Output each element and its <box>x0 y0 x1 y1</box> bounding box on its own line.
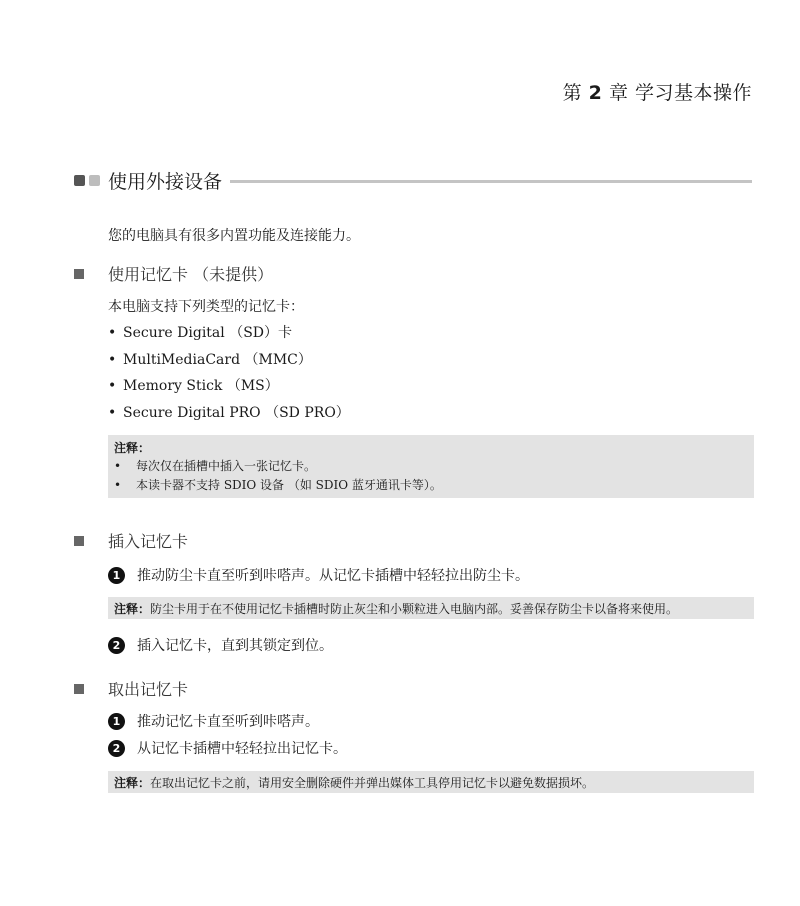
insert-step-1 <box>108 565 529 585</box>
chapter-number: 2 <box>588 82 603 104</box>
remove-step-1 <box>108 711 319 731</box>
section-header <box>74 166 752 194</box>
note-label: 注释： <box>114 775 151 790</box>
section-rule <box>230 180 752 183</box>
memory-card-note <box>108 435 754 498</box>
step-number-icon: 1 <box>108 713 125 730</box>
step-text: 插入记忆卡，直到其锁定到位。 <box>137 638 333 654</box>
list-item: • 本读卡器不支持 SDIO 设备 （如 SDIO 蓝牙通讯卡等）。 <box>114 476 442 495</box>
subsection-square-icon <box>74 269 84 279</box>
chapter-title: 章 学习基本操作 <box>608 82 752 104</box>
subsection-square-icon <box>74 536 84 546</box>
step-number-icon: 2 <box>108 740 125 757</box>
subsection-square-icon <box>74 684 84 694</box>
list-item: • Memory Stick （MS） <box>108 378 279 394</box>
subsection-title: 取出记忆卡 <box>108 680 189 699</box>
chapter-heading <box>563 78 752 105</box>
memory-card-lead: 本电脑支持下列类型的记忆卡： <box>108 299 304 315</box>
list-item: • MultiMediaCard （MMC） <box>108 351 312 368</box>
insert-note <box>108 597 754 619</box>
subsection-title: 使用记忆卡 （未提供） <box>108 265 274 284</box>
subsection-remove <box>74 677 188 700</box>
chapter-prefix: 第 <box>562 82 583 104</box>
note-text: 防尘卡用于在不使用记忆卡插槽时防止灰尘和小颗粒进入电脑内部。妥善保存防尘卡以备将来使用。 <box>150 601 679 616</box>
bullet-icon: • <box>114 478 122 492</box>
bullet-icon: • <box>108 351 117 368</box>
list-item: • Secure Digital （SD）卡 <box>108 325 293 341</box>
bullet-icon: • <box>114 459 122 473</box>
list-item: • Secure Digital PRO （SD PRO） <box>108 404 350 421</box>
step-text: 推动防尘卡直至听到咔嗒声。从记忆卡插槽中轻轻拉出防尘卡。 <box>137 568 529 584</box>
note-list <box>114 457 442 495</box>
insert-step-2 <box>108 635 333 655</box>
subsection-memory-card <box>74 262 273 285</box>
step-number-icon: 2 <box>108 637 125 654</box>
remove-note <box>108 771 754 793</box>
intro-paragraph: 您的电脑具有很多内置功能及连接能力。 <box>108 228 360 244</box>
memory-card-types-list <box>108 323 350 429</box>
note-label: 注释： <box>114 441 151 455</box>
subsection-insert <box>74 529 188 552</box>
bullet-icon: • <box>108 404 117 421</box>
note-text: 在取出记忆卡之前，请用安全删除硬件并弹出媒体工具停用记忆卡以避免数据损坏。 <box>150 775 595 790</box>
section-title: 使用外接设备 <box>108 170 223 193</box>
section-square-light-icon <box>89 175 100 186</box>
subsection-title: 插入记忆卡 <box>108 532 189 551</box>
section-square-dark-icon <box>74 175 85 186</box>
step-text: 从记忆卡插槽中轻轻拉出记忆卡。 <box>137 741 347 757</box>
remove-step-2 <box>108 738 347 758</box>
bullet-icon: • <box>108 378 117 394</box>
list-item: • 每次仅在插槽中插入一张记忆卡。 <box>114 457 442 476</box>
note-label: 注释： <box>114 601 151 616</box>
bullet-icon: • <box>108 325 117 341</box>
step-text: 推动记忆卡直至听到咔嗒声。 <box>137 714 319 730</box>
step-number-icon: 1 <box>108 567 125 584</box>
